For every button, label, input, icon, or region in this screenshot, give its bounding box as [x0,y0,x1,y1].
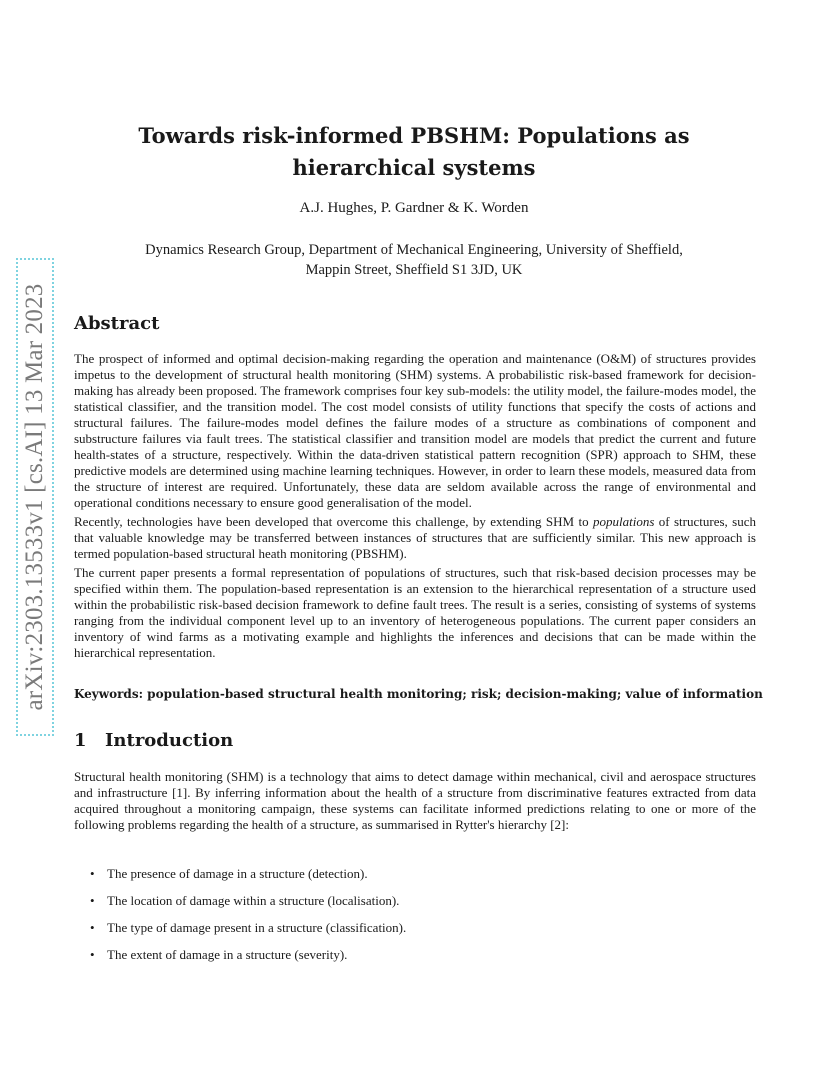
list-item [90,893,406,920]
section-number: 1 [74,730,87,751]
list-item [90,947,406,974]
citation-1[interactable]: [1] [172,785,188,800]
list-item-text: The location of damage within a structure (localisation). [107,893,400,908]
affiliation [74,240,754,280]
intro-text-3: : [565,817,569,832]
intro-text-1: Structural health monitoring (SHM) is a technology that aims to detect damage within mechanical, civil and aerospace structures and infrastructure [74,769,756,800]
introduction-paragraph-1 [74,769,756,833]
intro-text-2: . By inferring information about the health of a structure from discriminative features extracted from data acquired throughout a monitoring campaign, these systems can facilitate informed predictions relating to one or more of the following problems regarding the health of a structure, as summarised in Rytter's hierarchy [74,785,757,832]
bullet-icon: • [90,893,95,908]
introduction-body [74,769,756,836]
abstract-paragraph-1: The prospect of informed and optimal decision-making regarding the operation and maintenance (O&M) of structures provides impetus to the development of structural health monitoring (SHM) systems. A probabilistic risk-based framework for decision-making has already been proposed. The framework comprises four key sub-models: the utility model, the failure-modes model, the statistical classifier, and the transition model. The cost model consists of utility functions that specify the costs of actions and structural failures. The failure-modes model defines the failure modes of a structure as combinations of component and substructure failures via fault trees. The statistical classifier and transition model are models that predict the current and future health-states of a structure, respectively. Within the data-driven statistical pattern recognition (SPR) approach to SHM, these predictive models are determined using machine learning techniques. However, in order to learn these models, measured data from the structure of interest are required. Unfortunately, these data are seldom available across the range of environmental and operational conditions necessary to ensure good generalisation of the model. [74,351,756,510]
list-item [90,866,406,893]
list-item-text: The type of damage present in a structure (classification). [107,920,407,935]
arxiv-stamp-text: arXiv:2303.13533v1 [cs.AI] 13 Mar 2023 [21,283,48,711]
list-item-text: The presence of damage in a structure (detection). [107,866,368,881]
rytter-hierarchy-list [90,866,406,974]
affiliation-line-1: Dynamics Research Group, Department of Mechanical Engineering, University of Sheffield, [145,242,683,258]
bullet-icon: • [90,920,95,935]
abstract-paragraph-3: The current paper presents a formal representation of populations of structures, such that risk-based decision processes may be specified within them. The population-based representation is an extension to the hierarchical representation of a structure used within the probabilistic risk-based decision framework to define fault trees. The result is a series, consisting of systems of systems ranging from the individual component level up to an inventory of heterogeneous populations. The current paper considers an inventory of wind farms as a motivating example and highlights the inferences and decisions that can be made within the hierarchical representation. [74,565,756,660]
list-item [90,920,406,947]
introduction-heading [74,730,233,751]
section-title: Introduction [105,730,234,751]
keywords: Keywords: population-based structural health monitoring; risk; decision-making; value of information [74,687,763,701]
abstract-paragraph-2-end: of structures, such that valuable knowledge may be transferred between instances of structures that are sufficiently similar. This new approach is termed population-based structural heath monitoring (PBSHM). [74,514,756,561]
abstract-body [74,351,756,664]
abstract-paragraph-2-emphasis: populations [592,514,655,529]
bullet-icon: • [90,866,95,881]
list-item-text: The extent of damage in a structure (severity). [107,947,348,962]
paper-title: Towards risk-informed PBSHM: Populations as hierarchical systems [138,123,690,180]
affiliation-line-2: Mappin Street, Sheffield S1 3JD, UK [305,262,523,278]
arxiv-stamp [16,258,54,736]
abstract-paragraph-2 [74,514,756,562]
abstract-heading: Abstract [74,313,160,334]
citation-2[interactable]: [2] [550,817,566,832]
abstract-paragraph-2-start: Recently, technologies have been developed that overcome this challenge, by extending SHM to [74,514,593,529]
authors: A.J. Hughes, P. Gardner & K. Worden [299,200,529,216]
bullet-icon: • [90,947,95,962]
